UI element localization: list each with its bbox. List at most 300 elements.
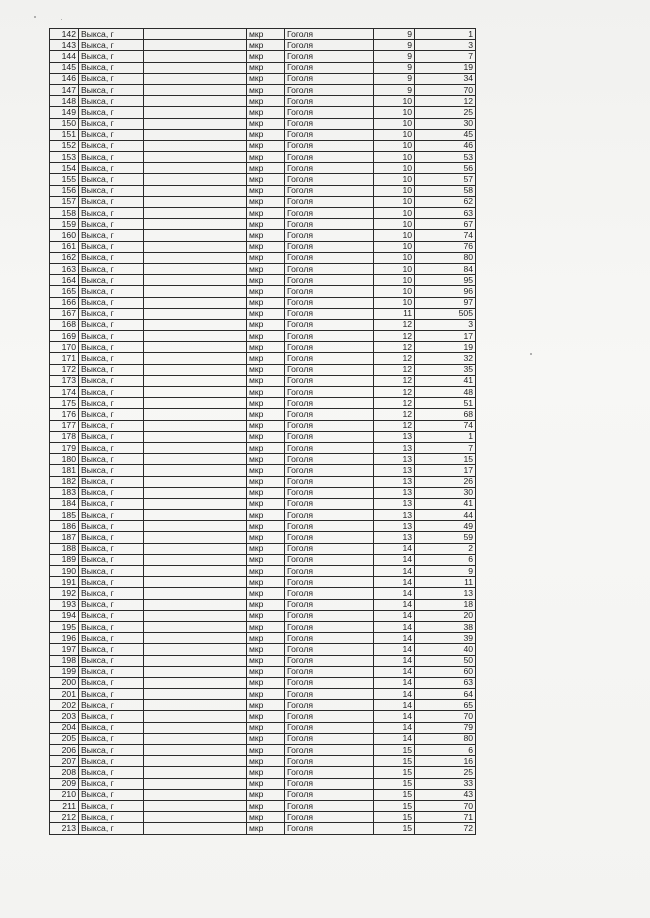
district-type-cell: мкр — [247, 442, 285, 453]
table-row — [50, 353, 476, 364]
row-number-cell: 185 — [50, 510, 79, 521]
row-number-cell: 200 — [50, 677, 79, 688]
empty-cell — [144, 263, 247, 274]
row-number-cell: 189 — [50, 554, 79, 565]
table-row — [50, 644, 476, 655]
district-type-cell: мкр — [247, 319, 285, 330]
table-row — [50, 51, 476, 62]
city-cell: Выкса, г — [79, 387, 144, 398]
microdistrict-number-cell: 13 — [374, 510, 415, 521]
house-number-cell: 53 — [415, 152, 476, 163]
district-type-cell: мкр — [247, 599, 285, 610]
street-cell: Гоголя — [285, 152, 374, 163]
house-number-cell: 505 — [415, 308, 476, 319]
district-type-cell: мкр — [247, 566, 285, 577]
table-row — [50, 420, 476, 431]
street-cell: Гоголя — [285, 700, 374, 711]
city-cell: Выкса, г — [79, 566, 144, 577]
city-cell: Выкса, г — [79, 342, 144, 353]
empty-cell — [144, 756, 247, 767]
empty-cell — [144, 442, 247, 453]
microdistrict-number-cell: 14 — [374, 599, 415, 610]
microdistrict-number-cell: 15 — [374, 823, 415, 834]
district-type-cell: мкр — [247, 510, 285, 521]
house-number-cell: 95 — [415, 275, 476, 286]
house-number-cell: 84 — [415, 263, 476, 274]
empty-cell — [144, 454, 247, 465]
city-cell: Выкса, г — [79, 577, 144, 588]
row-number-cell: 164 — [50, 275, 79, 286]
table-row — [50, 152, 476, 163]
street-cell: Гоголя — [285, 644, 374, 655]
microdistrict-number-cell: 13 — [374, 487, 415, 498]
city-cell: Выкса, г — [79, 465, 144, 476]
empty-cell — [144, 823, 247, 834]
empty-cell — [144, 286, 247, 297]
table-row — [50, 409, 476, 420]
street-cell: Гоголя — [285, 297, 374, 308]
empty-cell — [144, 152, 247, 163]
table-row — [50, 241, 476, 252]
empty-cell — [144, 621, 247, 632]
empty-cell — [144, 62, 247, 73]
table-row — [50, 252, 476, 263]
district-type-cell: мкр — [247, 745, 285, 756]
city-cell: Выкса, г — [79, 621, 144, 632]
district-type-cell: мкр — [247, 342, 285, 353]
district-type-cell: мкр — [247, 532, 285, 543]
city-cell: Выкса, г — [79, 655, 144, 666]
microdistrict-number-cell: 9 — [374, 29, 415, 40]
street-cell: Гоголя — [285, 487, 374, 498]
table-row — [50, 73, 476, 84]
street-cell: Гоголя — [285, 118, 374, 129]
table-row — [50, 476, 476, 487]
empty-cell — [144, 241, 247, 252]
row-number-cell: 142 — [50, 29, 79, 40]
row-number-cell: 144 — [50, 51, 79, 62]
house-number-cell: 16 — [415, 756, 476, 767]
city-cell: Выкса, г — [79, 756, 144, 767]
empty-cell — [144, 700, 247, 711]
district-type-cell: мкр — [247, 577, 285, 588]
microdistrict-number-cell: 15 — [374, 778, 415, 789]
street-cell: Гоголя — [285, 375, 374, 386]
city-cell: Выкса, г — [79, 454, 144, 465]
city-cell: Выкса, г — [79, 230, 144, 241]
district-type-cell: мкр — [247, 711, 285, 722]
house-number-cell: 72 — [415, 823, 476, 834]
house-number-cell: 11 — [415, 577, 476, 588]
district-type-cell: мкр — [247, 62, 285, 73]
city-cell: Выкса, г — [79, 733, 144, 744]
empty-cell — [144, 487, 247, 498]
table-row — [50, 599, 476, 610]
house-number-cell: 26 — [415, 476, 476, 487]
city-cell: Выкса, г — [79, 297, 144, 308]
district-type-cell: мкр — [247, 420, 285, 431]
city-cell: Выкса, г — [79, 319, 144, 330]
microdistrict-number-cell: 14 — [374, 711, 415, 722]
house-number-cell: 41 — [415, 375, 476, 386]
empty-cell — [144, 185, 247, 196]
table-row — [50, 577, 476, 588]
house-number-cell: 68 — [415, 409, 476, 420]
table-row — [50, 823, 476, 834]
district-type-cell: мкр — [247, 398, 285, 409]
district-type-cell: мкр — [247, 185, 285, 196]
district-type-cell: мкр — [247, 823, 285, 834]
empty-cell — [144, 532, 247, 543]
city-cell: Выкса, г — [79, 51, 144, 62]
city-cell: Выкса, г — [79, 666, 144, 677]
street-cell: Гоголя — [285, 342, 374, 353]
microdistrict-number-cell: 15 — [374, 812, 415, 823]
microdistrict-number-cell: 14 — [374, 644, 415, 655]
row-number-cell: 155 — [50, 174, 79, 185]
microdistrict-number-cell: 14 — [374, 566, 415, 577]
row-number-cell: 153 — [50, 152, 79, 163]
house-number-cell: 44 — [415, 510, 476, 521]
row-number-cell: 156 — [50, 185, 79, 196]
empty-cell — [144, 655, 247, 666]
microdistrict-number-cell: 14 — [374, 588, 415, 599]
street-cell: Гоголя — [285, 286, 374, 297]
row-number-cell: 203 — [50, 711, 79, 722]
house-number-cell: 39 — [415, 633, 476, 644]
row-number-cell: 162 — [50, 252, 79, 263]
empty-cell — [144, 677, 247, 688]
house-number-cell: 12 — [415, 96, 476, 107]
empty-cell — [144, 84, 247, 95]
empty-cell — [144, 431, 247, 442]
house-number-cell: 6 — [415, 554, 476, 565]
microdistrict-number-cell: 12 — [374, 342, 415, 353]
table-row — [50, 387, 476, 398]
scan-speck — [530, 353, 532, 355]
city-cell: Выкса, г — [79, 767, 144, 778]
table-row — [50, 40, 476, 51]
table-row — [50, 263, 476, 274]
row-number-cell: 147 — [50, 84, 79, 95]
row-number-cell: 183 — [50, 487, 79, 498]
city-cell: Выкса, г — [79, 711, 144, 722]
row-number-cell: 180 — [50, 454, 79, 465]
row-number-cell: 177 — [50, 420, 79, 431]
table-row — [50, 800, 476, 811]
microdistrict-number-cell: 14 — [374, 666, 415, 677]
table-row — [50, 554, 476, 565]
district-type-cell: мкр — [247, 409, 285, 420]
house-number-cell: 19 — [415, 342, 476, 353]
row-number-cell: 210 — [50, 789, 79, 800]
empty-cell — [144, 510, 247, 521]
empty-cell — [144, 420, 247, 431]
street-cell: Гоголя — [285, 677, 374, 688]
row-number-cell: 159 — [50, 219, 79, 230]
table-row — [50, 733, 476, 744]
row-number-cell: 174 — [50, 387, 79, 398]
street-cell: Гоголя — [285, 812, 374, 823]
house-number-cell: 80 — [415, 733, 476, 744]
district-type-cell: мкр — [247, 778, 285, 789]
row-number-cell: 184 — [50, 498, 79, 509]
house-number-cell: 7 — [415, 442, 476, 453]
microdistrict-number-cell: 13 — [374, 521, 415, 532]
city-cell: Выкса, г — [79, 823, 144, 834]
city-cell: Выкса, г — [79, 442, 144, 453]
street-cell: Гоголя — [285, 476, 374, 487]
table-row — [50, 219, 476, 230]
house-number-cell: 33 — [415, 778, 476, 789]
street-cell: Гоголя — [285, 84, 374, 95]
city-cell: Выкса, г — [79, 521, 144, 532]
city-cell: Выкса, г — [79, 800, 144, 811]
microdistrict-number-cell: 14 — [374, 610, 415, 621]
street-cell: Гоголя — [285, 51, 374, 62]
district-type-cell: мкр — [247, 465, 285, 476]
table-row — [50, 196, 476, 207]
district-type-cell: мкр — [247, 521, 285, 532]
street-cell: Гоголя — [285, 252, 374, 263]
microdistrict-number-cell: 14 — [374, 554, 415, 565]
microdistrict-number-cell: 13 — [374, 431, 415, 442]
district-type-cell: мкр — [247, 722, 285, 733]
district-type-cell: мкр — [247, 29, 285, 40]
table-row — [50, 812, 476, 823]
microdistrict-number-cell: 13 — [374, 476, 415, 487]
row-number-cell: 202 — [50, 700, 79, 711]
table-row — [50, 566, 476, 577]
city-cell: Выкса, г — [79, 174, 144, 185]
street-cell: Гоголя — [285, 454, 374, 465]
street-cell: Гоголя — [285, 610, 374, 621]
house-number-cell: 13 — [415, 588, 476, 599]
district-type-cell: мкр — [247, 756, 285, 767]
street-cell: Гоголя — [285, 689, 374, 700]
row-number-cell: 208 — [50, 767, 79, 778]
table-row — [50, 118, 476, 129]
house-number-cell: 57 — [415, 174, 476, 185]
microdistrict-number-cell: 12 — [374, 319, 415, 330]
city-cell: Выкса, г — [79, 196, 144, 207]
table-row — [50, 789, 476, 800]
microdistrict-number-cell: 10 — [374, 140, 415, 151]
house-number-cell: 2 — [415, 543, 476, 554]
district-type-cell: мкр — [247, 364, 285, 375]
district-type-cell: мкр — [247, 84, 285, 95]
district-type-cell: мкр — [247, 107, 285, 118]
microdistrict-number-cell: 10 — [374, 252, 415, 263]
city-cell: Выкса, г — [79, 431, 144, 442]
city-cell: Выкса, г — [79, 62, 144, 73]
empty-cell — [144, 588, 247, 599]
microdistrict-number-cell: 14 — [374, 700, 415, 711]
house-number-cell: 74 — [415, 420, 476, 431]
district-type-cell: мкр — [247, 353, 285, 364]
district-type-cell: мкр — [247, 174, 285, 185]
table-row — [50, 129, 476, 140]
empty-cell — [144, 308, 247, 319]
city-cell: Выкса, г — [79, 644, 144, 655]
empty-cell — [144, 644, 247, 655]
empty-cell — [144, 800, 247, 811]
city-cell: Выкса, г — [79, 677, 144, 688]
row-number-cell: 154 — [50, 163, 79, 174]
table-row — [50, 711, 476, 722]
street-cell: Гоголя — [285, 767, 374, 778]
row-number-cell: 146 — [50, 73, 79, 84]
district-type-cell: мкр — [247, 375, 285, 386]
empty-cell — [144, 476, 247, 487]
city-cell: Выкса, г — [79, 543, 144, 554]
row-number-cell: 204 — [50, 722, 79, 733]
district-type-cell: мкр — [247, 633, 285, 644]
house-number-cell: 9 — [415, 566, 476, 577]
house-number-cell: 63 — [415, 677, 476, 688]
empty-cell — [144, 577, 247, 588]
street-cell: Гоголя — [285, 107, 374, 118]
microdistrict-number-cell: 15 — [374, 745, 415, 756]
table-row — [50, 364, 476, 375]
microdistrict-number-cell: 14 — [374, 621, 415, 632]
empty-cell — [144, 40, 247, 51]
table-row — [50, 767, 476, 778]
row-number-cell: 178 — [50, 431, 79, 442]
district-type-cell: мкр — [247, 621, 285, 632]
table-row — [50, 722, 476, 733]
district-type-cell: мкр — [247, 73, 285, 84]
street-cell: Гоголя — [285, 364, 374, 375]
street-cell: Гоголя — [285, 566, 374, 577]
district-type-cell: мкр — [247, 767, 285, 778]
house-number-cell: 40 — [415, 644, 476, 655]
street-cell: Гоголя — [285, 633, 374, 644]
microdistrict-number-cell: 9 — [374, 51, 415, 62]
row-number-cell: 190 — [50, 566, 79, 577]
row-number-cell: 211 — [50, 800, 79, 811]
city-cell: Выкса, г — [79, 554, 144, 565]
house-number-cell: 30 — [415, 487, 476, 498]
empty-cell — [144, 96, 247, 107]
microdistrict-number-cell: 13 — [374, 442, 415, 453]
table-row — [50, 610, 476, 621]
city-cell: Выкса, г — [79, 588, 144, 599]
empty-cell — [144, 689, 247, 700]
table-row — [50, 398, 476, 409]
row-number-cell: 158 — [50, 208, 79, 219]
city-cell: Выкса, г — [79, 398, 144, 409]
street-cell: Гоголя — [285, 387, 374, 398]
microdistrict-number-cell: 10 — [374, 185, 415, 196]
street-cell: Гоголя — [285, 554, 374, 565]
district-type-cell: мкр — [247, 812, 285, 823]
city-cell: Выкса, г — [79, 107, 144, 118]
district-type-cell: мкр — [247, 431, 285, 442]
city-cell: Выкса, г — [79, 331, 144, 342]
street-cell: Гоголя — [285, 543, 374, 554]
house-number-cell: 30 — [415, 118, 476, 129]
microdistrict-number-cell: 10 — [374, 152, 415, 163]
city-cell: Выкса, г — [79, 510, 144, 521]
house-number-cell: 60 — [415, 666, 476, 677]
empty-cell — [144, 566, 247, 577]
house-number-cell: 74 — [415, 230, 476, 241]
street-cell: Гоголя — [285, 29, 374, 40]
city-cell: Выкса, г — [79, 73, 144, 84]
empty-cell — [144, 51, 247, 62]
city-cell: Выкса, г — [79, 778, 144, 789]
street-cell: Гоголя — [285, 823, 374, 834]
house-number-cell: 50 — [415, 655, 476, 666]
row-number-cell: 171 — [50, 353, 79, 364]
district-type-cell: мкр — [247, 196, 285, 207]
street-cell: Гоголя — [285, 420, 374, 431]
house-number-cell: 19 — [415, 62, 476, 73]
empty-cell — [144, 364, 247, 375]
microdistrict-number-cell: 10 — [374, 208, 415, 219]
empty-cell — [144, 73, 247, 84]
district-type-cell: мкр — [247, 610, 285, 621]
district-type-cell: мкр — [247, 163, 285, 174]
empty-cell — [144, 174, 247, 185]
row-number-cell: 187 — [50, 532, 79, 543]
empty-cell — [144, 342, 247, 353]
house-number-cell: 51 — [415, 398, 476, 409]
microdistrict-number-cell: 10 — [374, 96, 415, 107]
empty-cell — [144, 465, 247, 476]
row-number-cell: 151 — [50, 129, 79, 140]
empty-cell — [144, 398, 247, 409]
empty-cell — [144, 610, 247, 621]
table-row — [50, 297, 476, 308]
table-row — [50, 633, 476, 644]
table-row — [50, 655, 476, 666]
district-type-cell: мкр — [247, 263, 285, 274]
house-number-cell: 15 — [415, 454, 476, 465]
district-type-cell: мкр — [247, 297, 285, 308]
microdistrict-number-cell: 9 — [374, 73, 415, 84]
district-type-cell: мкр — [247, 230, 285, 241]
house-number-cell: 70 — [415, 84, 476, 95]
scan-speck — [34, 16, 36, 18]
house-number-cell: 38 — [415, 621, 476, 632]
district-type-cell: мкр — [247, 308, 285, 319]
street-cell: Гоголя — [285, 353, 374, 364]
table-row — [50, 208, 476, 219]
house-number-cell: 41 — [415, 498, 476, 509]
row-number-cell: 179 — [50, 442, 79, 453]
row-number-cell: 196 — [50, 633, 79, 644]
table-row — [50, 521, 476, 532]
empty-cell — [144, 375, 247, 386]
city-cell: Выкса, г — [79, 84, 144, 95]
house-number-cell: 70 — [415, 711, 476, 722]
empty-cell — [144, 543, 247, 554]
microdistrict-number-cell: 15 — [374, 800, 415, 811]
empty-cell — [144, 29, 247, 40]
district-type-cell: мкр — [247, 476, 285, 487]
city-cell: Выкса, г — [79, 308, 144, 319]
city-cell: Выкса, г — [79, 40, 144, 51]
address-table-body — [50, 29, 476, 835]
street-cell: Гоголя — [285, 711, 374, 722]
empty-cell — [144, 208, 247, 219]
city-cell: Выкса, г — [79, 263, 144, 274]
empty-cell — [144, 554, 247, 565]
house-number-cell: 17 — [415, 465, 476, 476]
house-number-cell: 62 — [415, 196, 476, 207]
